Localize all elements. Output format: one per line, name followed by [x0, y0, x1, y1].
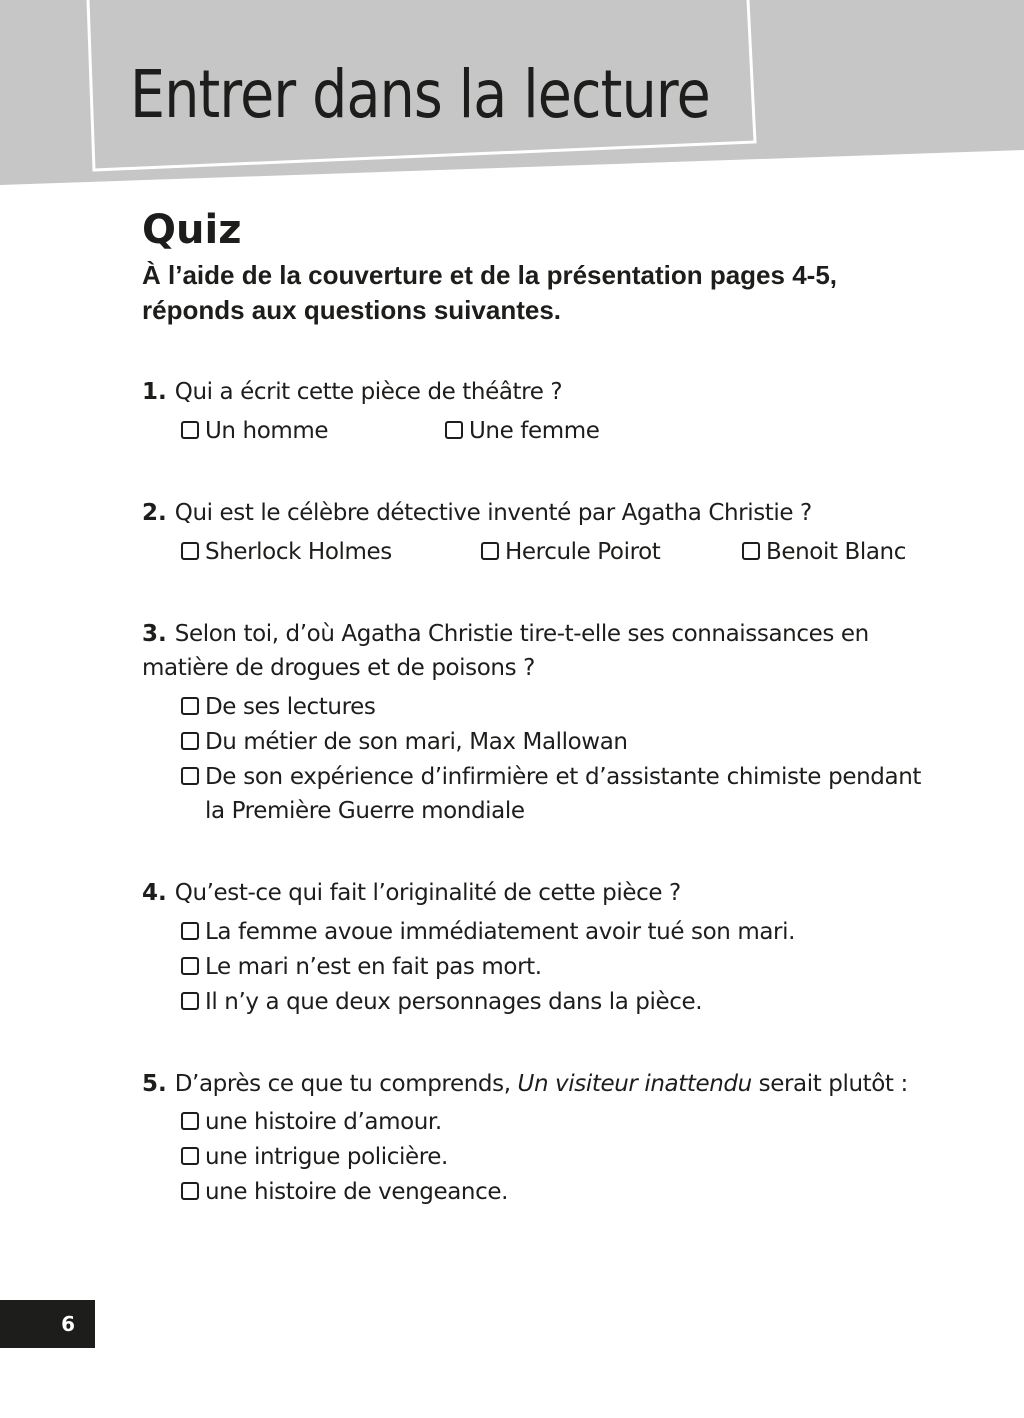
option-label: Du métier de son mari, Max Mallowan: [205, 729, 628, 755]
option-label: une histoire d’amour.: [205, 1109, 442, 1135]
question-number: 2.: [142, 500, 167, 526]
question-text-before: D’après ce que tu comprends,: [174, 1071, 518, 1097]
q5-option-histoire-vengeance[interactable]: [181, 1175, 508, 1209]
option-label: une histoire de vengeance.: [205, 1179, 508, 1205]
checkbox-icon[interactable]: [181, 697, 199, 715]
checkbox-icon[interactable]: [181, 922, 199, 940]
question-1: [142, 375, 932, 409]
question-number: 4.: [142, 880, 167, 906]
question-2: [142, 496, 932, 530]
question-number: 3.: [142, 621, 167, 647]
checkbox-icon[interactable]: [742, 542, 760, 560]
question-4: [142, 876, 932, 910]
question-text: Selon toi, d’où Agatha Christie tire-t-elle ses connaissances en matière de drogues et de poisons ?: [142, 621, 869, 681]
option-label: une intrigue policière.: [205, 1144, 448, 1170]
checkbox-icon[interactable]: [445, 421, 463, 439]
question-text-after: serait plutôt :: [751, 1071, 908, 1097]
q3-option-lectures[interactable]: [181, 690, 375, 724]
header-band: [0, 0, 1024, 185]
option-label: Benoit Blanc: [766, 539, 906, 565]
question-5: [142, 1067, 932, 1101]
q4-option-femme-avoue[interactable]: [181, 915, 795, 949]
checkbox-icon[interactable]: [181, 1182, 199, 1200]
q4-option-deux-personnages[interactable]: [181, 985, 702, 1019]
question-number: 5.: [142, 1071, 167, 1097]
checkbox-icon[interactable]: [181, 957, 199, 975]
option-label: Le mari n’est en fait pas mort.: [205, 954, 542, 980]
q5-option-intrigue-policiere[interactable]: [181, 1140, 448, 1174]
q3-option-experience-infirmiere[interactable]: [181, 760, 921, 828]
checkbox-icon[interactable]: [181, 1112, 199, 1130]
q3-option-metier-mari[interactable]: [181, 725, 628, 759]
question-text-title: Un visiteur inattendu: [517, 1071, 752, 1097]
q2-option-hercule-poirot[interactable]: [481, 535, 660, 569]
checkbox-icon[interactable]: [181, 542, 199, 560]
quiz-instructions: À l’aide de la couverture et de la présentation pages 4-5, réponds aux questions suivantes.: [142, 260, 838, 325]
option-label: De son expérience d’infirmière et d’assistante chimiste pendant la Première Guerre mondiale: [205, 764, 921, 824]
q5-option-histoire-amour[interactable]: [181, 1105, 442, 1139]
quiz-heading: Quiz: [142, 207, 242, 253]
option-label: Sherlock Holmes: [205, 539, 392, 565]
q1-option-un-homme[interactable]: [181, 414, 328, 448]
q2-option-sherlock-holmes[interactable]: [181, 535, 392, 569]
option-label: Une femme: [469, 418, 600, 444]
question-text: Qui a écrit cette pièce de théâtre ?: [174, 379, 563, 405]
page-title: Entrer dans la lecture: [130, 56, 710, 133]
page-number: 6: [0, 1300, 95, 1348]
checkbox-icon[interactable]: [181, 992, 199, 1010]
q2-option-benoit-blanc[interactable]: [742, 535, 906, 569]
option-label: Il n’y a que deux personnages dans la pièce.: [205, 989, 703, 1015]
checkbox-icon[interactable]: [181, 767, 199, 785]
question-text: Qu’est-ce qui fait l’originalité de cette pièce ?: [174, 880, 681, 906]
q4-option-mari-pas-mort[interactable]: [181, 950, 542, 984]
question-3: [142, 617, 932, 685]
option-label: Un homme: [205, 418, 329, 444]
checkbox-icon[interactable]: [481, 542, 499, 560]
option-label: La femme avoue immédiatement avoir tué son mari.: [205, 919, 796, 945]
checkbox-icon[interactable]: [181, 732, 199, 750]
question-number: 1.: [142, 379, 167, 405]
question-text: Qui est le célèbre détective inventé par Agatha Christie ?: [174, 500, 812, 526]
option-label: De ses lectures: [205, 694, 376, 720]
option-label: Hercule Poirot: [505, 539, 661, 565]
q1-option-une-femme[interactable]: [445, 414, 599, 448]
checkbox-icon[interactable]: [181, 421, 199, 439]
checkbox-icon[interactable]: [181, 1147, 199, 1165]
